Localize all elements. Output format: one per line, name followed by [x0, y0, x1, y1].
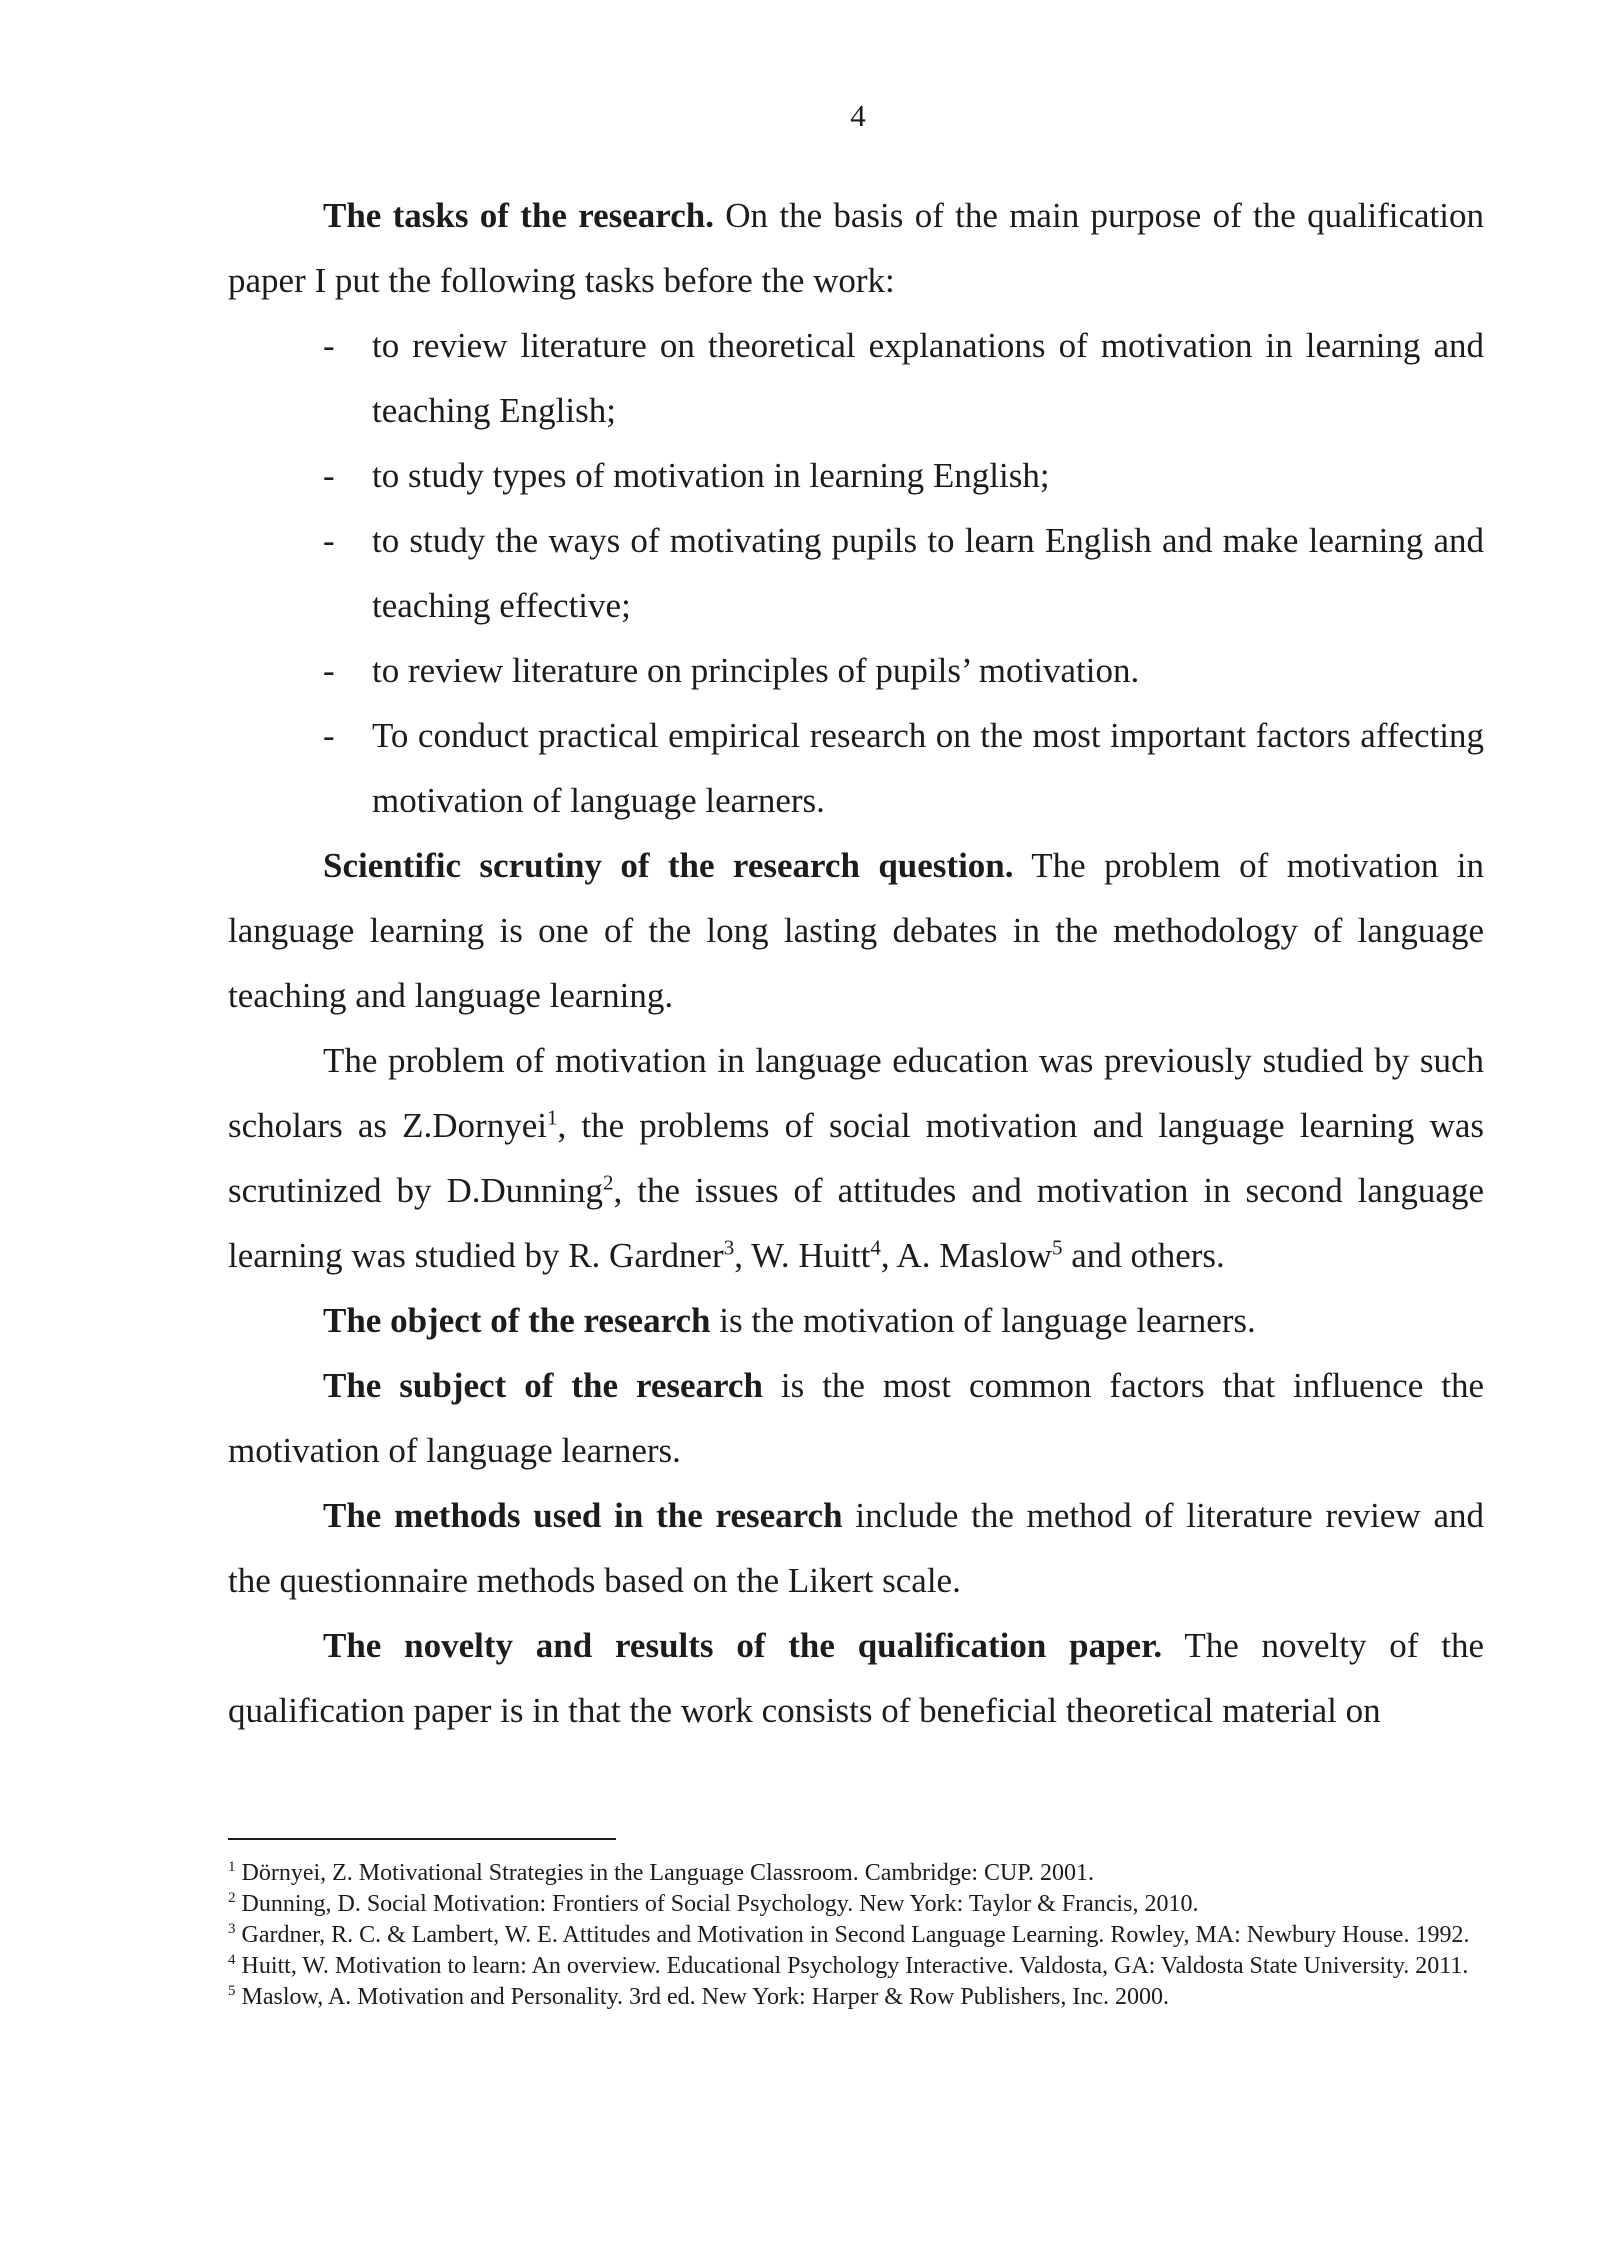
footnote-ref: 3 — [723, 1235, 735, 1260]
previous-studies-text: and others. — [1062, 1236, 1225, 1275]
subject-heading: The subject of the research — [323, 1366, 763, 1405]
list-item — [228, 313, 1484, 443]
subject-paragraph — [228, 1353, 1484, 1483]
novelty-text: The novelty of the qualification paper is in that the work consists of beneficial theoretical material on — [228, 1626, 1484, 1730]
page-number: 4 — [850, 98, 866, 133]
subject-text: is the most common factors that influence the motivation of language learners. — [228, 1366, 1484, 1470]
footnote — [228, 1858, 1484, 1889]
list-item-text: to study the ways of motivating pupils to learn English and make learning and teaching effective; — [372, 521, 1484, 625]
previous-studies-text: , W. Huitt — [734, 1236, 871, 1275]
tasks-heading: The tasks of the research. — [323, 196, 714, 235]
footnote-ref: 2 — [603, 1170, 614, 1195]
novelty-paragraph — [228, 1613, 1484, 1743]
footnote — [228, 1889, 1484, 1920]
bullet-dash: - — [323, 521, 335, 560]
object-heading: The object of the research — [323, 1301, 711, 1340]
object-paragraph — [228, 1288, 1484, 1353]
footnote-text: Dunning, D. Social Motivation: Frontiers of Social Psychology. New York: Taylor & Francis, 2010. — [235, 1891, 1199, 1917]
footnote-number: 5 — [228, 1983, 236, 1999]
footnote-ref: 4 — [870, 1235, 881, 1260]
methods-heading: The methods used in the research — [323, 1496, 843, 1535]
footnote-ref: 5 — [1051, 1235, 1063, 1260]
previous-studies-text: , the issues of attitudes and motivation in second language learning was studied by R. Gardner — [228, 1171, 1484, 1275]
list-item — [228, 443, 1484, 508]
list-item — [228, 508, 1484, 638]
footnote — [228, 1982, 1484, 2013]
tasks-paragraph — [228, 183, 1484, 313]
list-item-text: to study types of motivation in learning English; — [372, 456, 1050, 495]
footnote-number: 2 — [228, 1890, 236, 1906]
novelty-heading: The novelty and results of the qualification paper. — [323, 1626, 1163, 1665]
scrutiny-heading: Scientific scrutiny of the research question. — [323, 846, 1014, 885]
footnote-text: Dörnyei, Z. Motivational Strategies in the Language Classroom. Cambridge: CUP. 2001. — [235, 1860, 1095, 1886]
list-item-text: to review literature on principles of pupils’ motivation. — [372, 651, 1140, 690]
footnote-text: Gardner, R. C. & Lambert, W. E. Attitudes and Motivation in Second Language Learning. Rowley, MA: Newbury House. 1992. — [235, 1922, 1470, 1948]
footnote-number: 3 — [228, 1921, 236, 1937]
footnote-ref: 1 — [546, 1105, 558, 1130]
body-text — [228, 183, 1484, 1743]
methods-paragraph — [228, 1483, 1484, 1613]
footnote-text: Maslow, A. Motivation and Personality. 3rd ed. New York: Harper & Row Publishers, Inc. 2000. — [235, 1984, 1169, 2010]
scrutiny-text: The problem of motivation in language learning is one of the long lasting debates in the methodology of language teaching and language learning. — [228, 846, 1484, 1015]
methods-text: include the method of literature review and the questionnaire methods based on the Likert scale. — [228, 1496, 1484, 1600]
list-item — [228, 703, 1484, 833]
scrutiny-paragraph — [228, 833, 1484, 1028]
footnote-text: Huitt, W. Motivation to learn: An overview. Educational Psychology Interactive. Valdosta, GA: Valdosta State University. 2011. — [235, 1953, 1469, 1979]
bullet-dash: - — [323, 651, 335, 690]
footnote-separator — [228, 1838, 616, 1840]
tasks-intro: On the basis of the main purpose of the qualification paper I put the following tasks before the work: — [228, 196, 1484, 300]
footnote-number: 4 — [228, 1952, 236, 1968]
previous-studies-text: , A. Maslow — [880, 1236, 1052, 1275]
previous-studies-paragraph — [228, 1028, 1484, 1288]
footnotes — [228, 1838, 1484, 2013]
bullet-dash: - — [323, 716, 335, 755]
object-text: is the motivation of language learners. — [710, 1301, 1256, 1340]
list-item-text: to review literature on theoretical explanations of motivation in learning and teaching English; — [372, 326, 1484, 430]
previous-studies-text: The problem of motivation in language education was previously studied by such scholars as Z.Dornyei — [228, 1041, 1484, 1145]
previous-studies-text: , the problems of social motivation and language learning was scrutinized by D.Dunning — [228, 1106, 1484, 1210]
list-item-text: To conduct practical empirical research on the most important factors affecting motivation of language learners. — [372, 716, 1484, 820]
bullet-dash: - — [323, 456, 335, 495]
footnote — [228, 1920, 1484, 1951]
list-item — [228, 638, 1484, 703]
footnote-number: 1 — [228, 1859, 236, 1875]
footnote — [228, 1951, 1484, 1982]
tasks-list — [228, 313, 1484, 833]
bullet-dash: - — [323, 326, 335, 365]
